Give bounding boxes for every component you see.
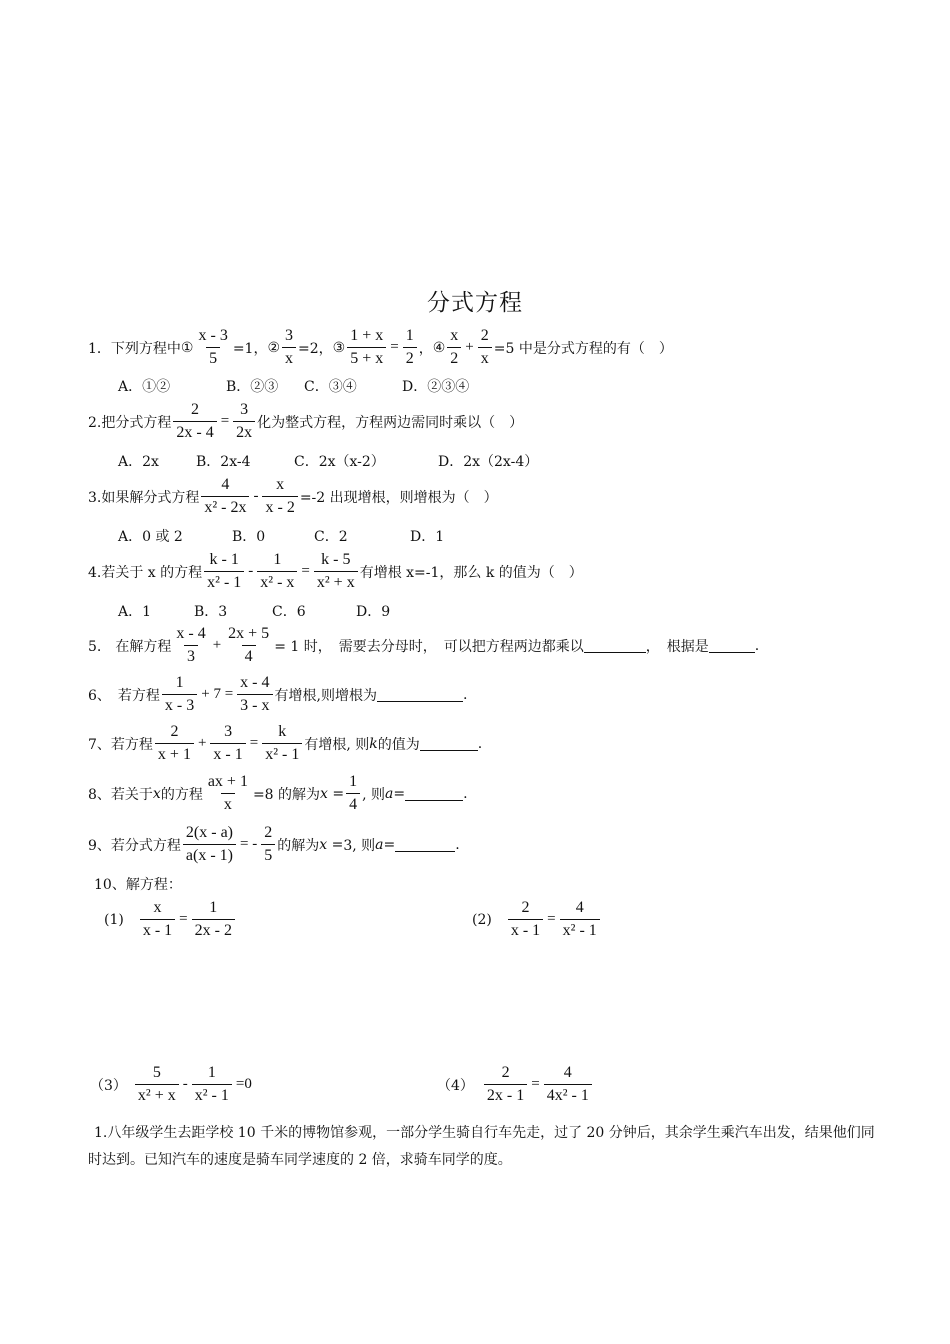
equals-zero: =0 bbox=[235, 1076, 252, 1092]
minus-sign: - bbox=[248, 563, 254, 579]
frac-den: 4x² - 1 bbox=[544, 1084, 592, 1106]
q7-lead: 7、若方程 bbox=[88, 736, 153, 753]
page-title: 分式方程 bbox=[427, 290, 523, 316]
frac-num: 4 bbox=[563, 1064, 572, 1081]
equals-sign: = bbox=[220, 413, 230, 429]
frac-num: k - 1 bbox=[209, 551, 239, 568]
frac-den: x² - 1 bbox=[560, 919, 600, 941]
equals-sign: = bbox=[390, 339, 399, 355]
q1-eq-1: =1， bbox=[232, 340, 268, 357]
q1-circle-2: ② bbox=[267, 339, 281, 356]
frac-num: x bbox=[450, 327, 459, 344]
q8-fraction-b bbox=[346, 772, 360, 815]
q1-circle-4: ④ bbox=[432, 339, 446, 356]
q9-mid: 的解为 bbox=[277, 837, 320, 854]
x-equals: x = bbox=[320, 785, 345, 802]
q4-fraction-c bbox=[314, 550, 358, 593]
q3-lead: 3.如果解分式方程 bbox=[88, 489, 200, 506]
q7-tail: 有增根, 则 bbox=[304, 736, 370, 753]
equals-sign: = bbox=[547, 911, 556, 927]
q8-tail: , 则 bbox=[362, 786, 386, 803]
q3-fraction-a bbox=[201, 475, 249, 518]
q3-tail: =-2 出现增根，则增根为（ ） bbox=[299, 489, 498, 506]
option-d: D．9 bbox=[356, 604, 391, 620]
frac-den: x² - 1 bbox=[204, 571, 244, 593]
question-8 bbox=[88, 772, 468, 815]
frac-num: 1 bbox=[349, 773, 358, 790]
frac-den: x bbox=[282, 347, 296, 369]
q6-tail: 有增根,则增根为 bbox=[274, 687, 377, 704]
option-b: B．3 bbox=[194, 604, 228, 620]
fraction-a bbox=[484, 1063, 527, 1106]
frac-den: 2x bbox=[233, 421, 255, 443]
frac-den: 4 bbox=[242, 645, 256, 667]
option-c: C．2 bbox=[314, 529, 348, 545]
frac-den: 4 bbox=[346, 793, 360, 815]
frac-num: 2 bbox=[480, 327, 489, 344]
option-d: D．②③④ bbox=[402, 379, 470, 395]
frac-den: x bbox=[478, 347, 492, 369]
frac-num: x - 4 bbox=[176, 625, 206, 642]
option-d: D．1 bbox=[410, 529, 445, 545]
q9-mid-2: 3, 则 bbox=[343, 837, 376, 854]
equals-sign: = bbox=[249, 735, 259, 751]
option-c: C．2x（x-2） bbox=[294, 454, 385, 470]
frac-num: x bbox=[276, 476, 285, 493]
frac-num: ax + 1 bbox=[207, 773, 248, 790]
part-label: (2) bbox=[472, 911, 492, 928]
frac-den: a(x - 1) bbox=[183, 844, 236, 866]
q9-tail: = bbox=[383, 836, 396, 853]
option-a: A．1 bbox=[118, 604, 152, 620]
frac-num: 2 bbox=[501, 1064, 510, 1081]
frac-num: 1 + x bbox=[350, 327, 384, 344]
frac-den: x - 1 bbox=[508, 919, 543, 941]
option-b: B．②③ bbox=[226, 379, 279, 395]
plus-sign: + bbox=[197, 735, 207, 751]
plus-seven: + 7 = bbox=[201, 686, 234, 702]
frac-den: x + 1 bbox=[155, 743, 194, 765]
frac-den: 2x - 2 bbox=[192, 919, 235, 941]
frac-num: 4 bbox=[221, 476, 230, 493]
q6-fraction-b bbox=[237, 673, 272, 716]
q4-fraction-b bbox=[257, 550, 297, 593]
period: . bbox=[455, 836, 460, 853]
answer-blank[interactable] bbox=[584, 638, 646, 653]
answer-blank[interactable] bbox=[405, 786, 463, 801]
q2-fraction-right bbox=[233, 400, 255, 443]
q7-tail-2: 的值为 bbox=[377, 736, 420, 753]
q2-lead: 2.把分式方程 bbox=[88, 414, 172, 431]
q8-tail-2: = bbox=[393, 785, 406, 802]
variable-a: a bbox=[375, 836, 384, 853]
option-b: B．0 bbox=[232, 529, 266, 545]
answer-blank[interactable] bbox=[395, 837, 455, 852]
question-1 bbox=[88, 326, 673, 369]
q3-options bbox=[118, 526, 444, 546]
q3-fraction-b bbox=[262, 475, 297, 518]
q9-fraction-a bbox=[183, 823, 236, 866]
frac-num: 5 bbox=[152, 1064, 161, 1081]
question-6 bbox=[88, 673, 467, 716]
question-4 bbox=[88, 550, 583, 593]
option-c: C．6 bbox=[272, 604, 306, 620]
frac-den: x² - 2x bbox=[201, 496, 249, 518]
option-a: A．①② bbox=[118, 379, 171, 395]
frac-num: k - 5 bbox=[321, 551, 351, 568]
fraction-b bbox=[560, 898, 600, 941]
frac-num: 1 bbox=[273, 551, 282, 568]
q2-options bbox=[118, 451, 538, 471]
q8-lead: 8、若关于 bbox=[88, 786, 153, 803]
q1-fraction-4b bbox=[478, 326, 492, 369]
q6-lead: 6、 若方程 bbox=[88, 687, 160, 704]
fraction-a bbox=[140, 898, 175, 941]
question-2 bbox=[88, 400, 523, 443]
q1-circle-1: ① bbox=[180, 339, 194, 356]
answer-blank[interactable] bbox=[709, 638, 755, 653]
frac-den: x² - 1 bbox=[192, 1084, 232, 1106]
answer-blank[interactable] bbox=[377, 687, 463, 702]
q1-lead: 1．下列方程中 bbox=[88, 340, 181, 357]
q1-circle-3: ③ bbox=[332, 339, 346, 356]
fraction-b bbox=[192, 1063, 232, 1106]
q1-options bbox=[118, 376, 469, 396]
frac-den: 2x - 4 bbox=[173, 421, 216, 443]
q1-tail: =5 中是分式方程的有（ ） bbox=[493, 340, 673, 357]
variable-a: a bbox=[385, 785, 394, 802]
frac-num: 4 bbox=[575, 899, 584, 916]
part-label: （4） bbox=[437, 1077, 474, 1094]
frac-den: 5 bbox=[261, 844, 275, 866]
frac-den: 5 bbox=[206, 347, 220, 369]
frac-num: x - 3 bbox=[198, 327, 228, 344]
frac-num: 2 bbox=[264, 824, 273, 841]
frac-num: 2 bbox=[170, 723, 179, 740]
q6-fraction-a bbox=[162, 673, 197, 716]
q5-sep: ， 根据是 bbox=[645, 638, 709, 655]
frac-num: 1 bbox=[405, 327, 414, 344]
fraction-a bbox=[135, 1063, 179, 1106]
q4-lead: 4.若关于 x 的方程 bbox=[88, 564, 203, 581]
fraction-b bbox=[192, 898, 235, 941]
frac-den: x - 3 bbox=[162, 694, 197, 716]
frac-num: 3 bbox=[285, 327, 294, 344]
question-7 bbox=[88, 722, 482, 765]
frac-den: 2 bbox=[447, 347, 461, 369]
q5-fraction-b bbox=[225, 624, 272, 667]
equals-sign: = - bbox=[240, 836, 258, 852]
equals-sign: = bbox=[179, 911, 188, 927]
variable-k: k bbox=[369, 735, 378, 752]
part-label: (1) bbox=[104, 911, 124, 928]
part-label: （3） bbox=[90, 1077, 127, 1094]
q5-fraction-a bbox=[173, 624, 208, 667]
question-10-heading bbox=[94, 874, 182, 894]
frac-den: x² + x bbox=[135, 1084, 179, 1106]
question-3 bbox=[88, 475, 498, 518]
frac-den: 2 bbox=[403, 347, 417, 369]
equals-sign: = bbox=[531, 1076, 540, 1092]
frac-den: 3 bbox=[184, 645, 198, 667]
frac-num: 2x + 5 bbox=[228, 625, 270, 642]
variable-x: x bbox=[152, 785, 161, 802]
q1-fraction-3 bbox=[347, 326, 386, 369]
frac-num: x - 4 bbox=[240, 674, 270, 691]
option-b: B．2x-4 bbox=[196, 454, 251, 470]
q5-mid: = 1 时， 需要去分母时， 可以把方程两边都乘以 bbox=[274, 638, 584, 655]
q10-part-1 bbox=[104, 898, 237, 941]
q1-fraction-2 bbox=[282, 326, 296, 369]
frac-num: x bbox=[153, 899, 162, 916]
q7-fraction-a bbox=[155, 722, 194, 765]
equals-sign: = bbox=[301, 563, 310, 579]
frac-den: 3 - x bbox=[237, 694, 272, 716]
q7-fraction-b bbox=[210, 722, 245, 765]
period: . bbox=[462, 686, 468, 703]
frac-num: 1 bbox=[175, 674, 184, 691]
q2-tail: 化为整式方程，方程两边需同时乘以（ ） bbox=[257, 414, 524, 431]
frac-den: x - 2 bbox=[262, 496, 297, 518]
option-a: A．0 或 2 bbox=[118, 529, 183, 545]
question-5 bbox=[88, 624, 759, 667]
q4-tail: 有增根 x=-1，那么 k 的值为（ ） bbox=[359, 564, 583, 581]
frac-den: 5 + x bbox=[347, 347, 386, 369]
period: . bbox=[754, 637, 760, 654]
plus-sign: + bbox=[212, 637, 222, 653]
q8-fraction-a bbox=[205, 772, 251, 815]
frac-den: 2x - 1 bbox=[484, 1084, 527, 1106]
frac-num: 2(x - a) bbox=[185, 824, 234, 841]
q5-lead: 5. 在解方程 bbox=[88, 638, 172, 655]
q4-options bbox=[118, 601, 390, 621]
frac-den: x² - x bbox=[257, 571, 297, 593]
fraction-b bbox=[544, 1063, 592, 1106]
q1-fraction-3r bbox=[403, 326, 417, 369]
frac-den: x² + x bbox=[314, 571, 358, 593]
separator: ， bbox=[418, 340, 433, 357]
frac-den: x - 1 bbox=[140, 919, 175, 941]
frac-den: x² - 1 bbox=[262, 743, 302, 765]
frac-num: 1 bbox=[207, 1064, 216, 1081]
frac-num: 2 bbox=[521, 899, 530, 916]
q7-fraction-c bbox=[262, 722, 302, 765]
q10-lead: 10、解方程： bbox=[94, 877, 182, 893]
q8-mid: =8 的解为 bbox=[252, 786, 321, 803]
minus-sign: - bbox=[182, 1076, 188, 1092]
q2-fraction-left bbox=[173, 400, 216, 443]
q1-eq-2: =2， bbox=[298, 340, 333, 357]
q10-part-2 bbox=[472, 898, 602, 941]
q8-lead-2: 的方程 bbox=[160, 786, 203, 803]
fraction-a bbox=[508, 898, 543, 941]
frac-num: k bbox=[278, 723, 287, 740]
frac-den: x bbox=[221, 793, 235, 815]
frac-num: 3 bbox=[224, 723, 233, 740]
option-d: D．2x（2x-4） bbox=[438, 454, 539, 470]
q10-part-3 bbox=[90, 1063, 254, 1106]
q1-fraction-4 bbox=[447, 326, 461, 369]
period: . bbox=[463, 785, 468, 802]
plus-sign: + bbox=[465, 339, 474, 355]
frac-num: 2 bbox=[191, 401, 200, 418]
frac-num: 1 bbox=[209, 899, 218, 916]
q9-fraction-b bbox=[261, 823, 275, 866]
option-c: C．③④ bbox=[304, 379, 357, 395]
q4-fraction-a bbox=[204, 550, 244, 593]
minus-sign: - bbox=[253, 488, 259, 504]
x-equals: x = bbox=[319, 836, 344, 853]
frac-den: x - 1 bbox=[210, 743, 245, 765]
option-a: A．2x bbox=[118, 454, 159, 470]
word-problem: 1.八年级学生去距学校 10 千米的博物馆参观，一部分学生骑自行车先走，过了 20 分钟后，其余学生乘汽车出发，结果他们同时达到。已知汽车的速度是骑车同学速度的 2 倍，求骑车同学的度。 bbox=[88, 1125, 875, 1168]
q10-part-4 bbox=[437, 1063, 594, 1106]
question-9 bbox=[88, 823, 460, 866]
q9-lead: 9、若分式方程 bbox=[88, 837, 181, 854]
period: . bbox=[477, 735, 483, 752]
frac-num: 3 bbox=[240, 401, 249, 418]
q1-fraction-1 bbox=[195, 326, 230, 369]
answer-blank[interactable] bbox=[420, 736, 478, 751]
